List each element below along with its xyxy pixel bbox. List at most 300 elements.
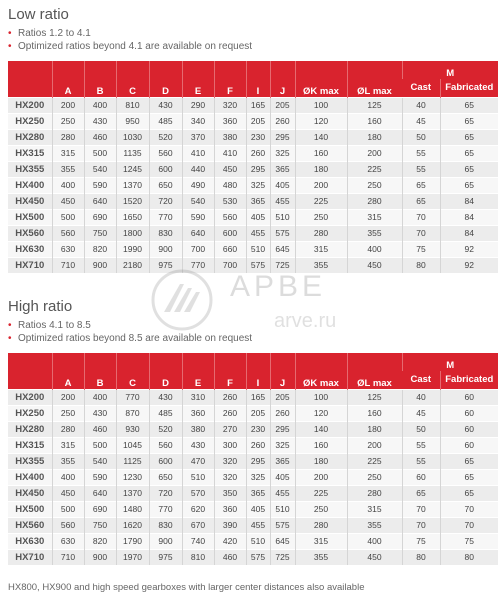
table-cell: 410: [182, 145, 214, 161]
table-cell: 92: [440, 257, 498, 273]
table-cell: 420: [214, 533, 246, 549]
header-col: F: [214, 61, 246, 97]
table-cell: 280: [295, 517, 347, 533]
bullet-item: • Optimized ratios beyond 4.1 are available on request: [8, 40, 498, 53]
table-cell: 590: [84, 177, 116, 193]
table-cell: 400: [52, 177, 84, 193]
table-cell: 180: [347, 129, 402, 145]
table-cell: 270: [214, 421, 246, 437]
table-cell: 1030: [116, 129, 149, 145]
header-model: [8, 353, 52, 389]
table-cell: 405: [270, 177, 295, 193]
header-group-m: M: [402, 61, 498, 79]
table-cell: 140: [295, 421, 347, 437]
table-cell: 1125: [116, 453, 149, 469]
table-cell: 1990: [116, 241, 149, 257]
table-cell: 365: [246, 485, 270, 501]
table-cell: 205: [270, 389, 295, 405]
header-col: A: [52, 353, 84, 389]
model-cell: HX400: [8, 177, 52, 193]
table-cell: 770: [149, 209, 182, 225]
table-cell: 365: [246, 193, 270, 209]
bullet-item: • Ratios 4.1 to 8.5: [8, 319, 498, 332]
table-cell: 600: [214, 225, 246, 241]
model-cell: HX630: [8, 241, 52, 257]
table-cell: 295: [246, 161, 270, 177]
table-cell: 250: [347, 177, 402, 193]
table-row: [8, 145, 498, 161]
table-cell: 460: [84, 129, 116, 145]
table-cell: 450: [52, 485, 84, 501]
model-cell: HX315: [8, 145, 52, 161]
table-row: [8, 533, 498, 549]
table-cell: 80: [440, 549, 498, 565]
table-cell: 480: [214, 177, 246, 193]
table-cell: 500: [52, 209, 84, 225]
model-cell: HX280: [8, 129, 52, 145]
table-cell: 355: [347, 517, 402, 533]
table-row: [8, 549, 498, 565]
model-cell: HX500: [8, 501, 52, 517]
table-cell: 2180: [116, 257, 149, 273]
table-cell: 690: [84, 501, 116, 517]
table-cell: 250: [295, 501, 347, 517]
table-cell: 70: [440, 501, 498, 517]
table-cell: 160: [295, 145, 347, 161]
watermark-name: АРВЕ: [230, 270, 327, 303]
table-cell: 1230: [116, 469, 149, 485]
table-cell: 770: [116, 389, 149, 405]
table-cell: 60: [440, 389, 498, 405]
table-cell: 355: [52, 453, 84, 469]
table-cell: 810: [182, 549, 214, 565]
table-cell: 645: [270, 241, 295, 257]
table-cell: 700: [214, 257, 246, 273]
table-cell: 630: [52, 533, 84, 549]
table-cell: 575: [270, 517, 295, 533]
table-cell: 160: [347, 405, 402, 421]
table-cell: 125: [347, 389, 402, 405]
table-cell: 1520: [116, 193, 149, 209]
table-cell: 55: [402, 145, 440, 161]
table-cell: 430: [84, 405, 116, 421]
table-cell: 380: [214, 129, 246, 145]
model-cell: HX200: [8, 97, 52, 113]
table-cell: 450: [52, 193, 84, 209]
table-cell: 315: [347, 501, 402, 517]
model-cell: HX355: [8, 453, 52, 469]
table-cell: 900: [149, 241, 182, 257]
model-cell: HX250: [8, 113, 52, 129]
table-cell: 645: [270, 533, 295, 549]
table-cell: 950: [116, 113, 149, 129]
table-cell: 540: [84, 161, 116, 177]
table-cell: 225: [295, 485, 347, 501]
footnote: HX800, HX900 and high speed gearboxes with larger center distances also available: [8, 582, 365, 593]
table-cell: 40: [402, 97, 440, 113]
table-cell: 455: [270, 485, 295, 501]
table-cell: 160: [295, 437, 347, 453]
table-cell: 430: [182, 437, 214, 453]
model-cell: HX280: [8, 421, 52, 437]
table-cell: 520: [149, 129, 182, 145]
table-cell: 250: [347, 469, 402, 485]
header-col: E: [182, 61, 214, 97]
table-cell: 485: [149, 113, 182, 129]
table-cell: 84: [440, 225, 498, 241]
table-cell: 40: [402, 389, 440, 405]
table-cell: 205: [246, 113, 270, 129]
table-cell: 1370: [116, 485, 149, 501]
table-cell: 560: [149, 145, 182, 161]
header-group-m: M: [402, 353, 498, 371]
table-cell: 360: [214, 501, 246, 517]
high-ratio-title: High ratio: [8, 298, 73, 315]
table-cell: 560: [214, 209, 246, 225]
table-cell: 405: [270, 469, 295, 485]
table-cell: 65: [440, 177, 498, 193]
table-cell: 65: [402, 177, 440, 193]
table-cell: 500: [84, 145, 116, 161]
table-cell: 310: [182, 389, 214, 405]
table-cell: 200: [295, 469, 347, 485]
header-col: B: [84, 61, 116, 97]
table-cell: 575: [246, 257, 270, 273]
table-cell: 75: [440, 533, 498, 549]
table-cell: 400: [84, 97, 116, 113]
table-cell: 315: [52, 437, 84, 453]
bullet-item: • Ratios 1.2 to 4.1: [8, 27, 498, 40]
table-cell: 575: [246, 549, 270, 565]
model-cell: HX500: [8, 209, 52, 225]
table-cell: 280: [52, 129, 84, 145]
table-cell: 80: [402, 549, 440, 565]
table-cell: 975: [149, 549, 182, 565]
table-cell: 100: [295, 389, 347, 405]
table-cell: 340: [182, 113, 214, 129]
table-cell: 820: [84, 241, 116, 257]
table-cell: 410: [214, 145, 246, 161]
table-cell: 65: [440, 469, 498, 485]
model-cell: HX560: [8, 517, 52, 533]
table-cell: 65: [440, 485, 498, 501]
table-cell: 325: [246, 469, 270, 485]
table-cell: 1790: [116, 533, 149, 549]
table-cell: 870: [116, 405, 149, 421]
table-cell: 100: [295, 97, 347, 113]
model-cell: HX450: [8, 485, 52, 501]
table-cell: 930: [116, 421, 149, 437]
table-cell: 400: [347, 241, 402, 257]
table-cell: 975: [149, 257, 182, 273]
table-cell: 180: [295, 453, 347, 469]
table-cell: 1135: [116, 145, 149, 161]
table-cell: 125: [347, 97, 402, 113]
table-cell: 205: [270, 97, 295, 113]
table-cell: 1970: [116, 549, 149, 565]
table-cell: 60: [402, 469, 440, 485]
low-ratio-bullets: [8, 27, 498, 53]
table-cell: 260: [246, 437, 270, 453]
table-cell: 520: [149, 421, 182, 437]
header-col: A: [52, 61, 84, 97]
table-row: [8, 129, 498, 145]
low-ratio-section: [8, 6, 498, 273]
table-cell: 390: [214, 517, 246, 533]
table-cell: 180: [295, 161, 347, 177]
table-cell: 325: [246, 177, 270, 193]
table-cell: 140: [295, 129, 347, 145]
header-col: I: [246, 61, 270, 97]
table-cell: 355: [52, 161, 84, 177]
table-cell: 320: [214, 453, 246, 469]
table-cell: 490: [182, 177, 214, 193]
table-cell: 1045: [116, 437, 149, 453]
table-cell: 500: [84, 437, 116, 453]
table-cell: 315: [295, 533, 347, 549]
table-cell: 560: [149, 437, 182, 453]
table-row: [8, 517, 498, 533]
table-cell: 600: [149, 161, 182, 177]
table-cell: 830: [149, 225, 182, 241]
table-cell: 280: [347, 193, 402, 209]
table-row: [8, 161, 498, 177]
table-cell: 590: [182, 209, 214, 225]
model-cell: HX400: [8, 469, 52, 485]
table-cell: 700: [182, 241, 214, 257]
table-cell: 350: [214, 485, 246, 501]
table-cell: 1370: [116, 177, 149, 193]
table-cell: 560: [52, 225, 84, 241]
table-cell: 70: [402, 501, 440, 517]
table-cell: 250: [295, 209, 347, 225]
table-row: [8, 241, 498, 257]
table-cell: 45: [402, 113, 440, 129]
model-cell: HX315: [8, 437, 52, 453]
table-cell: 355: [295, 257, 347, 273]
model-cell: HX450: [8, 193, 52, 209]
table-cell: 250: [52, 113, 84, 129]
table-cell: 70: [402, 209, 440, 225]
table-cell: 45: [402, 405, 440, 421]
table-cell: 710: [52, 549, 84, 565]
table-cell: 365: [270, 161, 295, 177]
table-cell: 260: [246, 145, 270, 161]
table-cell: 900: [149, 533, 182, 549]
header-col: B: [84, 353, 116, 389]
table-cell: 65: [440, 161, 498, 177]
table-cell: 84: [440, 209, 498, 225]
table-cell: 450: [214, 161, 246, 177]
table-cell: 570: [182, 485, 214, 501]
table-cell: 70: [440, 517, 498, 533]
table-row: [8, 193, 498, 209]
table-cell: 295: [270, 421, 295, 437]
table-cell: 660: [214, 241, 246, 257]
table-cell: 430: [149, 389, 182, 405]
header-col: ØK max: [295, 61, 347, 97]
table-cell: 325: [270, 437, 295, 453]
table-cell: 725: [270, 549, 295, 565]
table-cell: 810: [116, 97, 149, 113]
table-cell: 365: [270, 453, 295, 469]
model-cell: HX355: [8, 161, 52, 177]
header-col: ØL max: [347, 353, 402, 389]
table-cell: 200: [52, 389, 84, 405]
table-cell: 165: [246, 389, 270, 405]
header-fabricated: Fabricated: [440, 79, 498, 97]
header-col: ØL max: [347, 61, 402, 97]
table-cell: 320: [214, 469, 246, 485]
model-cell: HX710: [8, 257, 52, 273]
table-cell: 400: [84, 389, 116, 405]
table-cell: 260: [214, 389, 246, 405]
table-cell: 65: [440, 453, 498, 469]
table-cell: 710: [52, 257, 84, 273]
table-cell: 250: [52, 405, 84, 421]
table-cell: 225: [347, 453, 402, 469]
table-cell: 225: [295, 193, 347, 209]
high-ratio-section: [8, 298, 498, 565]
table-row: [8, 257, 498, 273]
table-cell: 92: [440, 241, 498, 257]
table-row: [8, 485, 498, 501]
table-cell: 600: [149, 453, 182, 469]
table-cell: 75: [402, 533, 440, 549]
table-cell: 295: [270, 129, 295, 145]
table-cell: 670: [182, 517, 214, 533]
model-cell: HX630: [8, 533, 52, 549]
table-cell: 75: [402, 241, 440, 257]
table-cell: 440: [182, 161, 214, 177]
header-col: C: [116, 61, 149, 97]
table-cell: 460: [214, 549, 246, 565]
table-row: [8, 389, 498, 405]
header-col: F: [214, 353, 246, 389]
table-row: [8, 453, 498, 469]
table-cell: 820: [84, 533, 116, 549]
table-cell: 55: [402, 437, 440, 453]
table-cell: 510: [270, 209, 295, 225]
table-cell: 295: [246, 453, 270, 469]
table-cell: 1620: [116, 517, 149, 533]
table-cell: 370: [182, 129, 214, 145]
table-cell: 84: [440, 193, 498, 209]
table-cell: 510: [246, 533, 270, 549]
table-cell: 280: [52, 421, 84, 437]
table-cell: 320: [214, 97, 246, 113]
table-cell: 120: [295, 405, 347, 421]
table-cell: 60: [440, 405, 498, 421]
table-cell: 205: [246, 405, 270, 421]
table-cell: 740: [182, 533, 214, 549]
table-cell: 455: [246, 517, 270, 533]
header-col: J: [270, 353, 295, 389]
table-cell: 160: [347, 113, 402, 129]
table-cell: 400: [52, 469, 84, 485]
table-cell: 455: [246, 225, 270, 241]
table-cell: 50: [402, 421, 440, 437]
table-cell: 650: [149, 469, 182, 485]
table-cell: 120: [295, 113, 347, 129]
table-row: [8, 501, 498, 517]
table-cell: 405: [246, 501, 270, 517]
table-cell: 290: [182, 97, 214, 113]
table-cell: 575: [270, 225, 295, 241]
header-col: I: [246, 353, 270, 389]
table-cell: 590: [84, 469, 116, 485]
table-cell: 65: [440, 145, 498, 161]
table-cell: 485: [149, 405, 182, 421]
table-cell: 430: [149, 97, 182, 113]
table-cell: 65: [440, 113, 498, 129]
table-cell: 530: [214, 193, 246, 209]
table-cell: 200: [347, 145, 402, 161]
table-cell: 225: [347, 161, 402, 177]
table-cell: 750: [84, 517, 116, 533]
table-cell: 690: [84, 209, 116, 225]
table-cell: 230: [246, 421, 270, 437]
table-cell: 830: [149, 517, 182, 533]
table-cell: 460: [84, 421, 116, 437]
table-cell: 315: [295, 241, 347, 257]
header-col: J: [270, 61, 295, 97]
header-model: [8, 61, 52, 97]
table-cell: 1800: [116, 225, 149, 241]
table-row: [8, 437, 498, 453]
table-cell: 280: [295, 225, 347, 241]
table-cell: 650: [149, 177, 182, 193]
table-cell: 640: [182, 225, 214, 241]
table-cell: 360: [214, 113, 246, 129]
table-cell: 620: [182, 501, 214, 517]
table-cell: 65: [402, 193, 440, 209]
table-cell: 560: [52, 517, 84, 533]
table-row: [8, 97, 498, 113]
table-cell: 1650: [116, 209, 149, 225]
table-cell: 315: [347, 209, 402, 225]
table-cell: 400: [347, 533, 402, 549]
model-cell: HX250: [8, 405, 52, 421]
low-ratio-table: [8, 61, 498, 273]
table-cell: 260: [270, 405, 295, 421]
table-cell: 65: [402, 485, 440, 501]
table-cell: 500: [52, 501, 84, 517]
table-cell: 405: [246, 209, 270, 225]
watermark-url: arve.ru: [274, 310, 337, 332]
table-cell: 70: [402, 517, 440, 533]
table-cell: 65: [440, 129, 498, 145]
table-cell: 165: [246, 97, 270, 113]
table-cell: 325: [270, 145, 295, 161]
table-cell: 355: [347, 225, 402, 241]
table-cell: 900: [84, 257, 116, 273]
table-cell: 200: [295, 177, 347, 193]
table-cell: 725: [270, 257, 295, 273]
table-cell: 750: [84, 225, 116, 241]
table-cell: 720: [149, 193, 182, 209]
table-cell: 770: [182, 257, 214, 273]
high-ratio-bullets: [8, 319, 498, 345]
table-cell: 1480: [116, 501, 149, 517]
table-cell: 720: [149, 485, 182, 501]
table-cell: 200: [347, 437, 402, 453]
table-cell: 300: [214, 437, 246, 453]
table-row: [8, 209, 498, 225]
table-cell: 315: [52, 145, 84, 161]
header-cast: Cast: [402, 371, 440, 389]
table-cell: 200: [52, 97, 84, 113]
